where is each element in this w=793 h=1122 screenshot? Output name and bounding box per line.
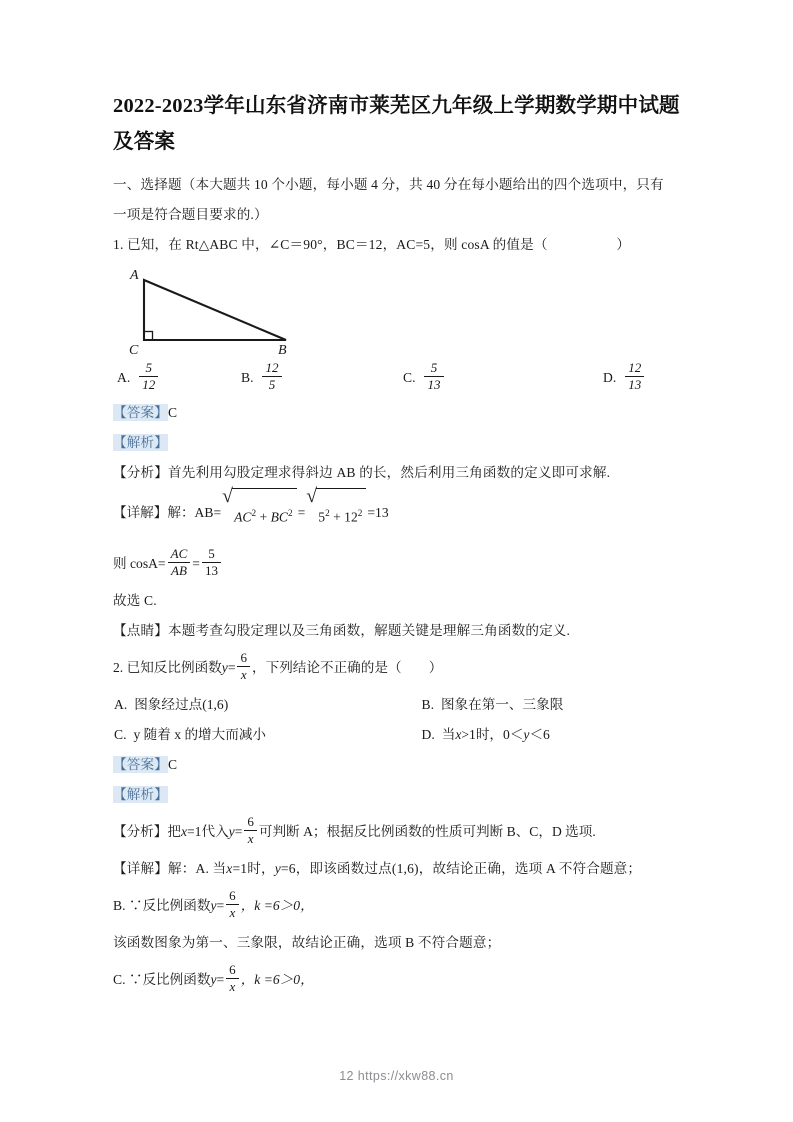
q2-option-a-text: 图象经过点 — [134, 696, 203, 712]
q2-fenxi-x: x — [180, 823, 188, 839]
q2-fenxi-mid: 代入 — [201, 823, 229, 839]
cos-frac2-numerator: 5 — [202, 547, 221, 563]
radical-expression-2: √ $5^2 + 12^2$ — [306, 488, 366, 542]
question-2-line-b — [113, 884, 685, 928]
question-2-stem — [113, 646, 685, 690]
q2-fenxi-y: y — [228, 823, 235, 839]
option-b-label: B. — [241, 370, 254, 385]
cos-fraction-2 — [202, 547, 221, 577]
q2-line-c-fraction — [226, 963, 239, 993]
option-d-fraction — [625, 361, 644, 391]
right-triangle-diagram — [113, 264, 373, 356]
q2-analysis-label: 【解析】 — [113, 786, 168, 802]
xiangjie-prefix: 解：AB= — [167, 504, 222, 520]
option-d-numerator: 12 — [625, 361, 644, 377]
document-content — [113, 88, 685, 1002]
cos-frac1-numerator: AC — [168, 547, 191, 563]
q2-option-a-label: A. — [114, 696, 128, 712]
q2-xj-a-mid2: ，即该函数过点 — [295, 860, 392, 876]
q2-option-c-text: y 随着 x 的增大而减小 — [133, 726, 267, 742]
cos-frac2-denominator: 13 — [204, 562, 218, 578]
q2-line-b-numerator: 6 — [226, 889, 239, 905]
question-1-cos-line — [113, 542, 685, 586]
question-1-option-d[interactable] — [485, 358, 685, 398]
radical-sign-icon-2: √ — [306, 485, 318, 507]
q2-fenxi-eq1: =1 — [187, 823, 202, 839]
dianjing-text: 本题考查勾股定理以及三角函数，解题关键是理解三角函数的定义. — [167, 622, 571, 638]
option-b-numerator: 12 — [262, 361, 281, 377]
question-2-options-row-2 — [113, 720, 685, 750]
fenxi-text: 首先利用勾股定理求得斜边 AB 的长，然后利用三角函数的定义即可求解. — [167, 465, 611, 480]
option-c-fraction — [424, 361, 443, 391]
q2-answer-label: 【答案】 — [113, 756, 168, 772]
cos-fraction-1 — [168, 547, 191, 577]
radical-result: =13 — [367, 504, 389, 520]
xiangjie-label: 【详解】 — [113, 504, 168, 520]
question-2-var-y: y — [221, 659, 228, 675]
question-2-prefix: 已知反比例函数 — [126, 659, 222, 675]
cos-prefix: 则 cosA= — [113, 555, 166, 571]
q2-line-b-denominator: x — [229, 904, 236, 920]
answer-value: C — [167, 405, 178, 420]
question-2-analysis-line — [113, 780, 685, 810]
question-2-number: 2. — [113, 659, 124, 675]
q2-line-c-k: ，k =6＞0， — [240, 971, 314, 987]
question-1-fenxi — [113, 458, 685, 488]
option-a-numerator: 5 — [139, 361, 158, 377]
q2-xj-a-pre: 解：A. 当 — [167, 860, 227, 876]
q2-line-b-y: y — [210, 897, 217, 913]
q2-line-b-k: ，k =6＞0， — [240, 897, 314, 913]
question-2-denominator: x — [240, 666, 247, 682]
question-1-option-a[interactable] — [113, 358, 199, 398]
q2-option-d-label: D. — [421, 726, 435, 742]
q2-line-b-label: B. — [113, 897, 126, 913]
vertex-label-a: A — [130, 268, 139, 283]
q2-line-b-eq: = — [216, 897, 225, 913]
radical-expression-1: √ $AC^2 + BC^2$ — [222, 488, 296, 542]
option-a-denominator: 12 — [142, 377, 156, 393]
question-2-option-d[interactable] — [378, 720, 686, 750]
option-c-numerator: 5 — [424, 361, 443, 377]
q2-xj-a-eq2: =6 — [280, 860, 296, 876]
question-1-answer-line — [113, 398, 685, 428]
vertex-label-c: C — [129, 343, 139, 356]
question-1-dianjing — [113, 616, 685, 646]
q2-fenxi-eq2: = — [234, 823, 243, 839]
q2-option-d-mid: >1时， — [461, 726, 504, 742]
question-2-line-c — [113, 958, 685, 1002]
radical-sign-icon: √ — [222, 485, 233, 507]
question-2-option-b[interactable] — [378, 690, 686, 720]
q2-option-d-ineq: 0＜ — [503, 726, 524, 742]
section-heading-line2: 一项是符合题目要求的.） — [113, 207, 268, 222]
question-2-suffix: ，下列结论不正确的是（ ） — [252, 659, 443, 675]
right-angle-marker — [144, 332, 153, 341]
answer-label: 【答案】 — [113, 405, 168, 420]
q2-line-b-fraction — [226, 889, 239, 919]
radicand-2-term-b: 12 — [344, 509, 358, 525]
question-1-number: 1. — [113, 237, 124, 252]
question-2-numerator: 6 — [237, 651, 250, 667]
q2-xj-a-mid: 时， — [247, 860, 275, 876]
q2-fenxi-pre: 把 — [167, 823, 181, 839]
q2-fenxi-fraction — [244, 815, 257, 845]
question-1-xiangjie: 【详解】解：AB= √ $AC^2 + BC^2$ = √ $5^2 + 12^2 =13$ — [113, 488, 685, 542]
question-1-options — [113, 358, 685, 398]
question-1-option-b[interactable] — [199, 358, 323, 398]
question-2-fraction — [237, 651, 250, 681]
option-a-label: A. — [117, 370, 131, 385]
radicand-1-term-b: BC — [270, 509, 288, 525]
q2-fenxi-denominator: x — [247, 830, 254, 846]
q2-line-c-label: C. — [113, 971, 126, 987]
q2-xj-a-y: y — [274, 860, 281, 876]
question-2-options-row-1 — [113, 690, 685, 720]
q2-xj-a-post: ，故结论正确，选项 A 不符合题意； — [418, 860, 642, 876]
cos-equals: = — [192, 555, 200, 571]
question-1-analysis-line — [113, 428, 685, 458]
option-b-denominator: 5 — [268, 377, 276, 393]
q2-option-b-text: 图象在第一、三象限 — [440, 696, 564, 712]
q2-option-c-label: C. — [114, 726, 127, 742]
option-c-denominator: 13 — [427, 377, 441, 393]
page-footer: 12 https://xkw88.cn — [339, 1069, 454, 1083]
because-icon-2: ∵ — [128, 971, 143, 987]
question-2-option-a[interactable] — [113, 690, 378, 720]
radicand-2-term-a: 5 — [318, 509, 326, 525]
option-d-denominator: 13 — [628, 377, 642, 393]
option-d-label: D. — [603, 370, 617, 385]
q2-fenxi-post: 可判断 A；根据反比例函数的性质可判断 B、C，D 选项. — [258, 823, 596, 839]
q2-option-b-label: B. — [421, 696, 434, 712]
q2-line-c-y: y — [210, 971, 217, 987]
q2-xj-a-point: (1,6) — [391, 860, 419, 876]
q2-answer-value: C — [167, 756, 178, 772]
q2-xj-a-x: x — [226, 860, 233, 876]
q2-line-b-text: 反比例函数 — [142, 897, 211, 913]
q2-line-c-numerator: 6 — [226, 963, 239, 979]
radicand-1-term-a: AC — [234, 509, 252, 525]
q2-fenxi-numerator: 6 — [244, 815, 257, 831]
q2-option-d-var: x — [455, 726, 462, 742]
fenxi-label: 【分析】 — [113, 465, 168, 480]
question-2-fenxi — [113, 810, 685, 854]
q2-option-d-var2: y — [523, 726, 530, 742]
option-c-label: C. — [403, 370, 416, 385]
question-1-figure — [113, 264, 685, 356]
q2-line-c-denominator: x — [229, 978, 236, 994]
option-b-fraction — [262, 361, 281, 391]
q2-fenxi-label: 【分析】 — [113, 823, 168, 839]
q2-line-c-text: 反比例函数 — [142, 971, 211, 987]
option-a-fraction — [139, 361, 158, 391]
q2-option-d-pre: 当 — [441, 726, 456, 742]
question-2-answer-line — [113, 750, 685, 780]
question-2-line-b-next: 该函数图象为第一、三象限，故结论正确，选项 B 不符合题意； — [113, 934, 501, 950]
section-heading-line1: 一、选择题（本大题共 10 个小题，每小题 4 分，共 40 分在每小题给出的四个选项中，只有 — [113, 177, 664, 192]
question-1-stem — [113, 230, 685, 260]
question-2-option-c[interactable] — [113, 720, 378, 750]
q2-line-c-eq: = — [216, 971, 225, 987]
q2-option-a-point: (1,6) — [202, 696, 229, 712]
vertex-label-b: B — [278, 343, 287, 356]
q2-xiangjie-label: 【详解】 — [113, 860, 168, 876]
question-1-text: 已知，在 Rt△ABC 中，∠C＝90°，BC＝12，AC=5，则 cosA 的值是（ ） — [127, 237, 631, 252]
cos-frac1-denominator: AB — [170, 562, 187, 578]
dianjing-label: 【点睛】 — [113, 622, 168, 638]
analysis-label: 【解析】 — [113, 435, 168, 450]
question-1-option-c[interactable] — [323, 358, 485, 398]
q2-xj-a-eq: =1 — [232, 860, 248, 876]
question-2-xiangjie-a — [113, 854, 685, 884]
question-1-conclusion: 故选 C. — [113, 592, 157, 608]
because-icon: ∵ — [128, 897, 143, 913]
question-2-equals: = — [227, 659, 236, 675]
q2-option-d-ineq2: ＜6 — [529, 726, 550, 742]
page-title: 2022-2023学年山东省济南市莱芜区九年级上学期数学期中试题及答案 — [113, 95, 680, 153]
